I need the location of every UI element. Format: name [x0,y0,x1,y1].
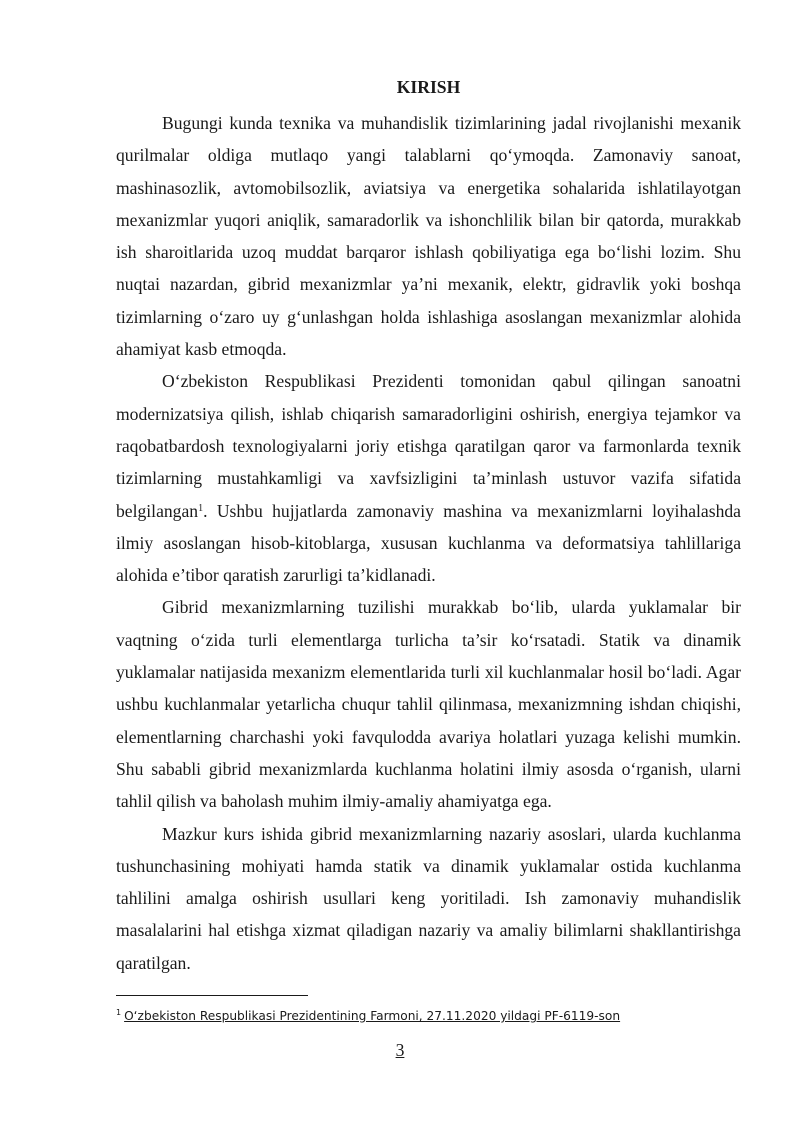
footnote-link[interactable]: O‘zbekiston Respublikasi Prezidentining Farmoni, 27.11.2020 yildagi PF-6119-son [124,1009,621,1023]
paragraph-structure: Gibrid mexanizmlarning tuzilishi murakkab bo‘lib, ularda yuklamalar bir vaqtning o‘zida turli elementlarga turlicha ta’sir ko‘rsatadi. Statik va dinamik yuklamalar natijasida mexanizm elementlarida turli xil kuchlanmalar hosil bo‘ladi. Agar ushbu kuchlanmalar yetarlicha chuqur tahlil qilinmasa, mexanizmning ishdan chiqishi, elementlarning charchashi yoki favqulodda avariya holatlari yuzaga kelishi mumkin. Shu sababli gibrid mexanizmlarda kuchlanma holatini ilmiy asosda o‘rganish, ularni tahlil qilish va baholash muhim ilmiy-amaliy ahamiyatga ega. [116,597,741,812]
footnote-separator [116,995,308,996]
paragraph-legislation-text: O‘zbekiston Respublikasi Prezidenti tomonidan qabul qilingan sanoatni modernizatsiya qilish, ishlab chiqarish samaradorligini oshirish, energiya tejamkor va raqobatbardosh texnologiyalarni joriy etishga qaratilgan qaror va farmonlarda texnik tizimlarning mustahkamligi va xavfsizligini ta’minlash ustuvor vazifa sifatida belgilangan [116,371,741,521]
page-number: 3 [395,1040,405,1060]
document-body [116,73,741,979]
footnote-mark: 1 [116,1008,122,1017]
paragraph-scope: Mazkur kurs ishida gibrid mexanizmlarning nazariy asoslari, ularda kuchlanma tushunchasining mohiyati hamda statik va dinamik yuklamalar ostida kuchlanma tahlilini amalga oshirish usullari keng yoritiladi. Ish zamonaviy muhandislik masalalarini hal etishga xizmat qiladigan nazariy va amaliy bilimlarni shakllantirishga qaratilgan. [116,823,741,973]
page-title: KIRISH [396,77,461,97]
paragraph-legislation-text-cont: . Ushbu hujjatlarda zamonaviy mashina va mexanizmlarni loyihalashda ilmiy asoslangan hisob-kitoblarga, xususan kuchlanma va deformatsiya tahlillariga alohida e’tibor qaratish zarurligi ta’kidlanadi. [116,500,741,586]
footnote-reference[interactable]: 1 [198,502,204,514]
paragraph-intro: Bugungi kunda texnika va muhandislik tizimlarining jadal rivojlanishi mexanik qurilmalar oldiga mutlaqo yangi talablarni qo‘ymoqda. Zamonaviy sanoat, mashinasozlik, avtomobilsozlik, aviatsiya va energetika sohalarida ishlatilayotgan mexanizmlar yuqori aniqlik, samaradorlik va ishonchlilik bilan bir qatorda, murakkab ish sharoitlarida uzoq muddat barqaror ishlash qobiliyatiga ega bo‘lishi lozim. Shu nuqtai nazardan, gibrid mexanizmlar ya’ni mexanik, elektr, gidravlik yoki boshqa tizimlarning o‘zaro uy g‘unlashgan holda ishlashiga asoslangan mexanizmlar alohida ahamiyat kasb etmoqda. [116,113,741,360]
footnote [116,1003,741,1026]
paragraph-legislation [116,365,741,591]
